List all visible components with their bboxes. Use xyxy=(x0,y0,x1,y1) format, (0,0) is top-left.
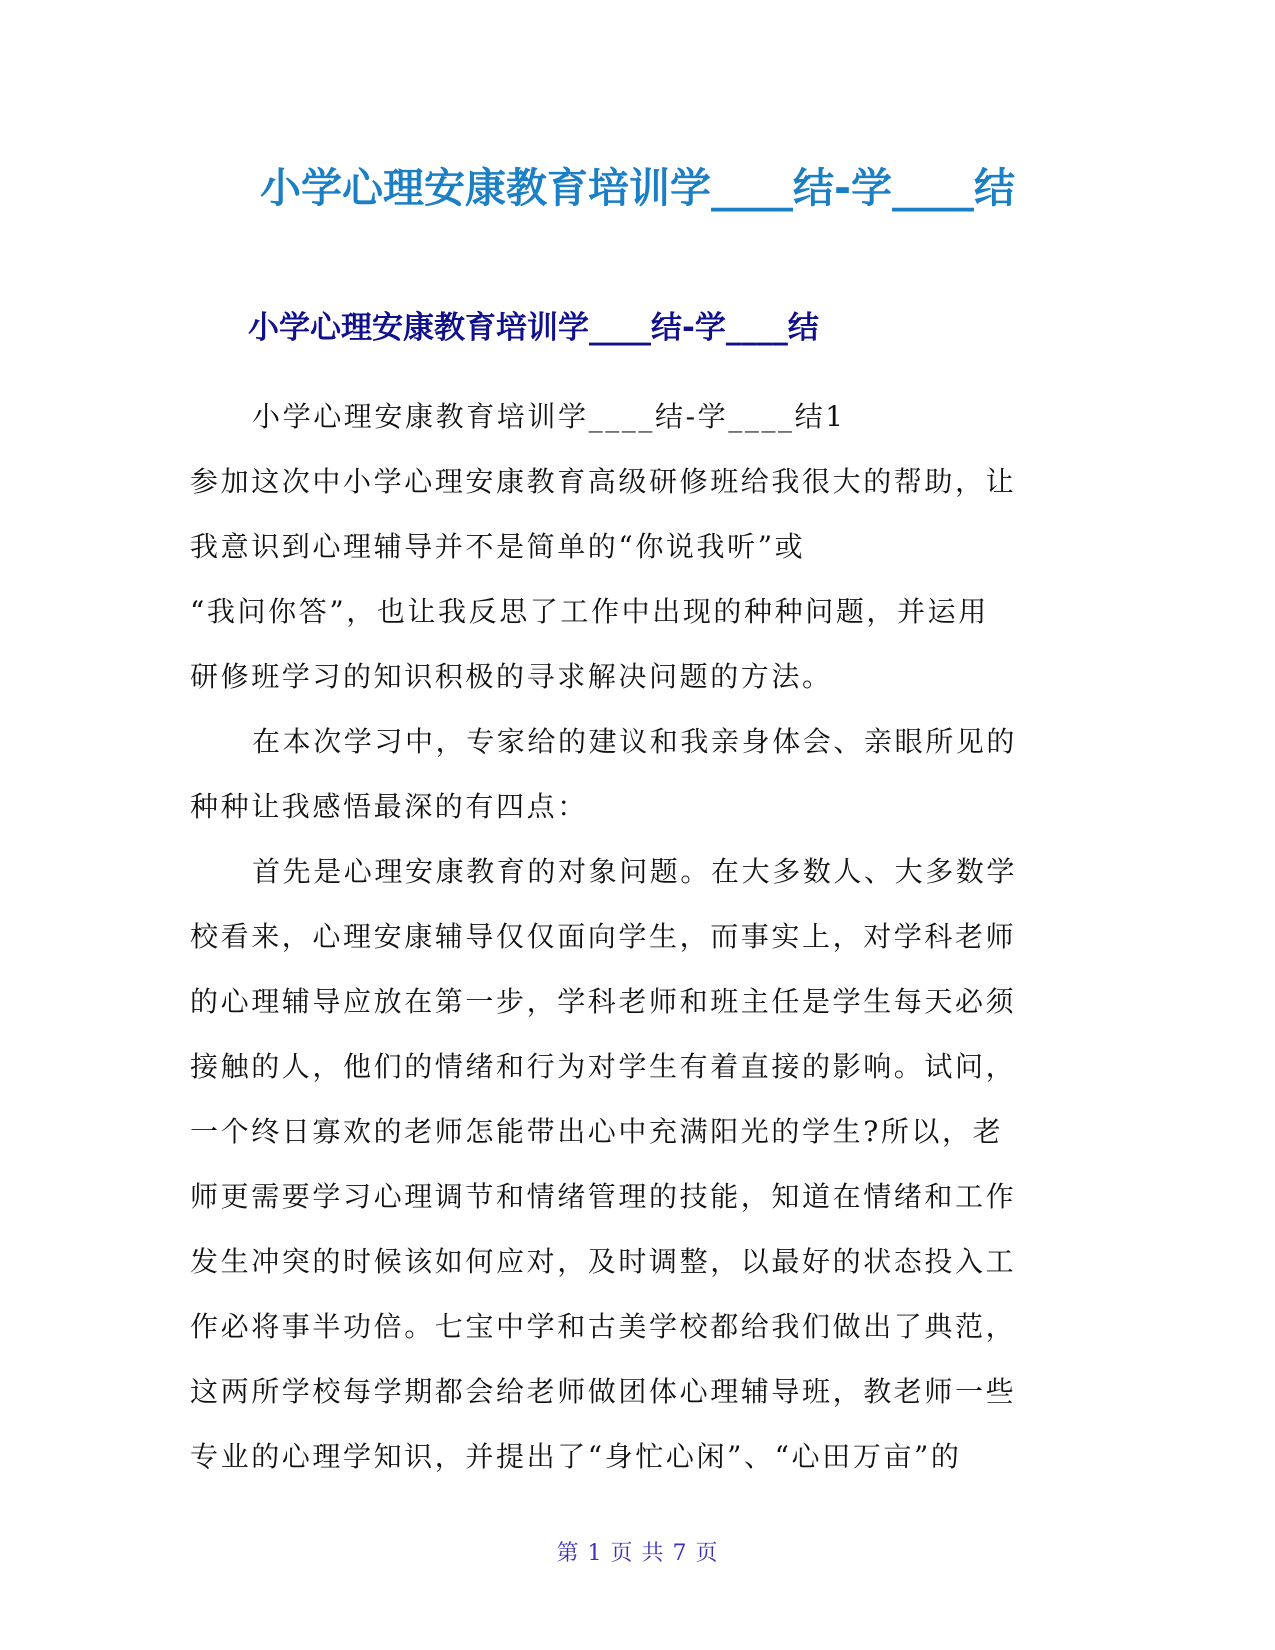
body-line: 一个终日寡欢的老师怎能带出心中充满阳光的学生?所以，老 xyxy=(190,1115,1004,1148)
page-footer: 第 1 页 共 7 页 xyxy=(556,1541,719,1566)
body-line: 小学心理安康教育培训学____结-学____结1 xyxy=(252,400,846,433)
body-line: 我意识到心理辅导并不是简单的“你说我听”或 xyxy=(190,530,806,563)
body-line: 的心理辅导应放在第一步，学科老师和班主任是学生每天必须 xyxy=(190,985,1017,1018)
body-line: 这两所学校每学期都会给老师做团体心理辅导班，教老师一些 xyxy=(190,1375,1017,1408)
body-line: 研修班学习的知识积极的寻求解决问题的方法。 xyxy=(190,660,833,693)
body-line: 种种让我感悟最深的有四点： xyxy=(190,790,588,823)
body-line: 师更需要学习心理调节和情绪管理的技能，知道在情绪和工作 xyxy=(190,1180,1017,1213)
body-line: “我问你答”，也让我反思了工作中出现的种种问题，并运用 xyxy=(190,595,989,628)
body-line: 专业的心理学知识，并提出了“身忙心闲”、“心田万亩”的 xyxy=(190,1440,962,1473)
body-line: 在本次学习中，专家给的建议和我亲身体会、亲眼所见的 xyxy=(252,725,1018,758)
body-line: 作必将事半功倍。七宝中学和古美学校都给我们做出了典范， xyxy=(190,1310,1017,1343)
document-body xyxy=(190,384,1090,1489)
body-line: 校看来，心理安康辅导仅仅面向学生，而事实上，对学科老师 xyxy=(190,920,1017,953)
document-subtitle: 小学心理安康教育培训学____结-学____结 xyxy=(248,310,819,346)
body-line: 接触的人，他们的情绪和行为对学生有着直接的影响。试问， xyxy=(190,1050,1017,1083)
document-title: 小学心理安康教育培训学____结-学____结 xyxy=(259,164,1015,212)
body-line: 首先是心理安康教育的对象问题。在大多数人、大多数学 xyxy=(252,855,1018,888)
body-line: 发生冲突的时候该如何应对，及时调整，以最好的状态投入工 xyxy=(190,1245,1017,1278)
body-line: 参加这次中小学心理安康教育高级研修班给我很大的帮助，让 xyxy=(190,465,1017,498)
